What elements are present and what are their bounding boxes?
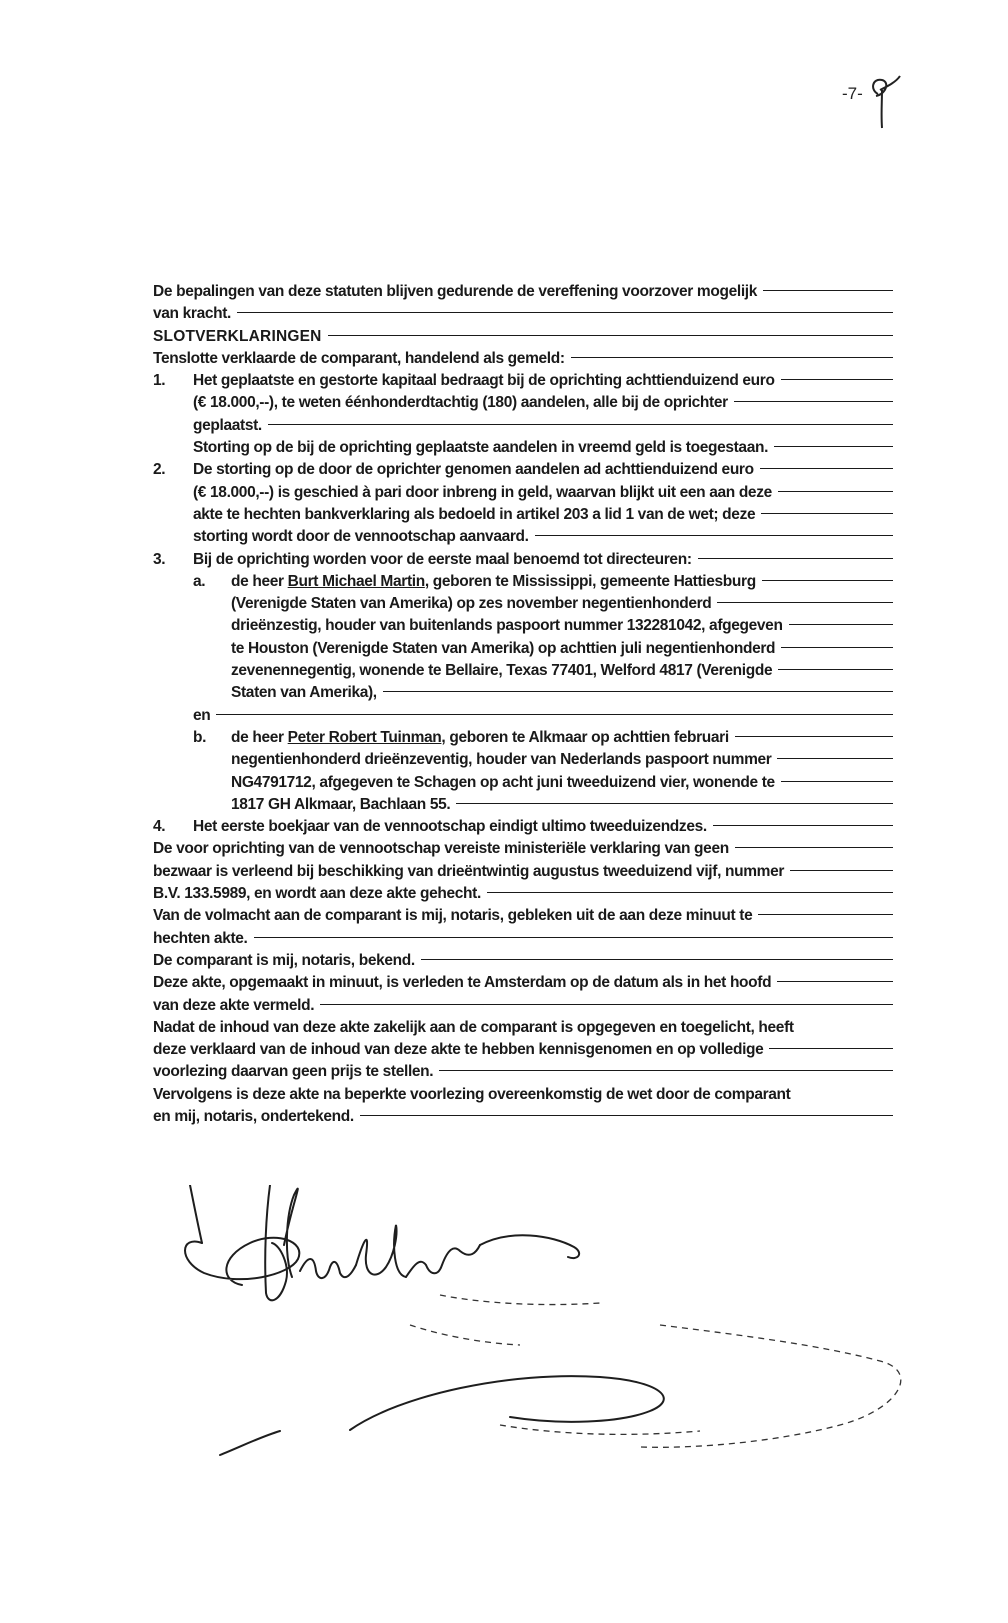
deed-line: en mij, notaris, ondertekend.	[153, 1108, 893, 1130]
deed-text	[153, 283, 893, 1130]
deed-line: geplaatst.	[153, 417, 893, 439]
deed-line: Storting op de bij de oprichting geplaatste aandelen in vreemd geld is toegestaan.	[153, 439, 893, 461]
deed-line: Nadat de inhoud van deze akte zakelijk aan de comparant is opgegeven en toegelicht, heeft	[153, 1018, 794, 1036]
numbered-item: 2. De storting op de door de oprichter genomen aandelen ad achttienduizend euro	[153, 461, 893, 483]
deed-line: en	[153, 707, 893, 729]
deed-line: voorlezing daarvan geen prijs te stellen.	[153, 1063, 893, 1085]
deed-line: 1817 GH Alkmaar, Bachlaan 55.	[153, 796, 893, 818]
signature	[180, 1185, 940, 1525]
numbered-item: 3. Bij de oprichting worden voor de eerste maal benoemd tot directeuren:	[153, 551, 893, 573]
deed-line: te Houston (Verenigde Staten van Amerika) op achttien juli negentienhonderd	[153, 640, 893, 662]
deed-line: van deze akte vermeld.	[153, 997, 893, 1019]
deed-line: storting wordt door de vennootschap aanvaard.	[153, 528, 893, 550]
deed-line: Deze akte, opgemaakt in minuut, is verleden te Amsterdam op de datum als in het hoofd	[153, 974, 893, 996]
initials-mark	[868, 72, 902, 132]
sub-item: a. de heer Burt Michael Martin , geboren te Mississippi, gemeente Hattiesburg	[153, 573, 893, 595]
deed-line: bezwaar is verleend bij beschikking van drieëntwintig augustus tweeduizend vijf, nummer	[153, 863, 893, 885]
deed-line: Staten van Amerika),	[153, 684, 893, 706]
deed-line: De comparant is mij, notaris, bekend.	[153, 952, 893, 974]
deed-line: De bepalingen van deze statuten blijven gedurende de vereffening voorzover mogelijk	[153, 283, 893, 305]
deed-line: Van de volmacht aan de comparant is mij, notaris, gebleken uit de aan deze minuut te	[153, 907, 893, 929]
deed-line: Tenslotte verklaarde de comparant, handelend als gemeld:	[153, 350, 893, 372]
deed-line: akte te hechten bankverklaring als bedoeld in artikel 203 a lid 1 van de wet; deze	[153, 506, 893, 528]
deed-line: (€ 18.000,--), te weten éénhonderdtachtig (180) aandelen, alle bij de oprichter	[153, 394, 893, 416]
sub-item: b. de heer Peter Robert Tuinman , geboren te Alkmaar op achttien februari	[153, 729, 893, 751]
deed-line: De voor oprichting van de vennootschap vereiste ministeriële verklaring van geen	[153, 840, 893, 862]
section-heading: SLOTVERKLARINGEN	[153, 328, 893, 350]
deed-line: (Verenigde Staten van Amerika) op zes november negentienhonderd	[153, 595, 893, 617]
deed-line: drieënzestig, houder van buitenlands paspoort nummer 132281042, afgegeven	[153, 617, 893, 639]
deed-line: B.V. 133.5989, en wordt aan deze akte gehecht.	[153, 885, 893, 907]
director-name: Peter Robert Tuinman	[287, 728, 442, 746]
page-number: -7-	[842, 84, 863, 103]
deed-line: hechten akte.	[153, 930, 893, 952]
numbered-item: 1. Het geplaatste en gestorte kapitaal bedraagt bij de oprichting achttienduizend euro	[153, 372, 893, 394]
deed-line: Vervolgens is deze akte na beperkte voorlezing overeenkomstig de wet door de comparant	[153, 1085, 791, 1103]
deed-line: (€ 18.000,--) is geschied à pari door inbreng in geld, waarvan blijkt uit een aan deze	[153, 484, 893, 506]
deed-line: van kracht.	[153, 305, 893, 327]
deed-line: deze verklaard van de inhoud van deze akte te hebben kennisgenomen en op volledige	[153, 1041, 893, 1063]
numbered-item: 4. Het eerste boekjaar van de vennootschap eindigt ultimo tweeduizendzes.	[153, 818, 893, 840]
director-name: Burt Michael Martin	[287, 572, 425, 590]
deed-line: zevenennegentig, wonende te Bellaire, Texas 77401, Welford 4817 (Verenigde	[153, 662, 893, 684]
deed-line: negentienhonderd drieënzeventig, houder van Nederlands paspoort nummer	[153, 751, 893, 773]
deed-line: NG4791712, afgegeven te Schagen op acht juni tweeduizend vier, wonende te	[153, 774, 893, 796]
